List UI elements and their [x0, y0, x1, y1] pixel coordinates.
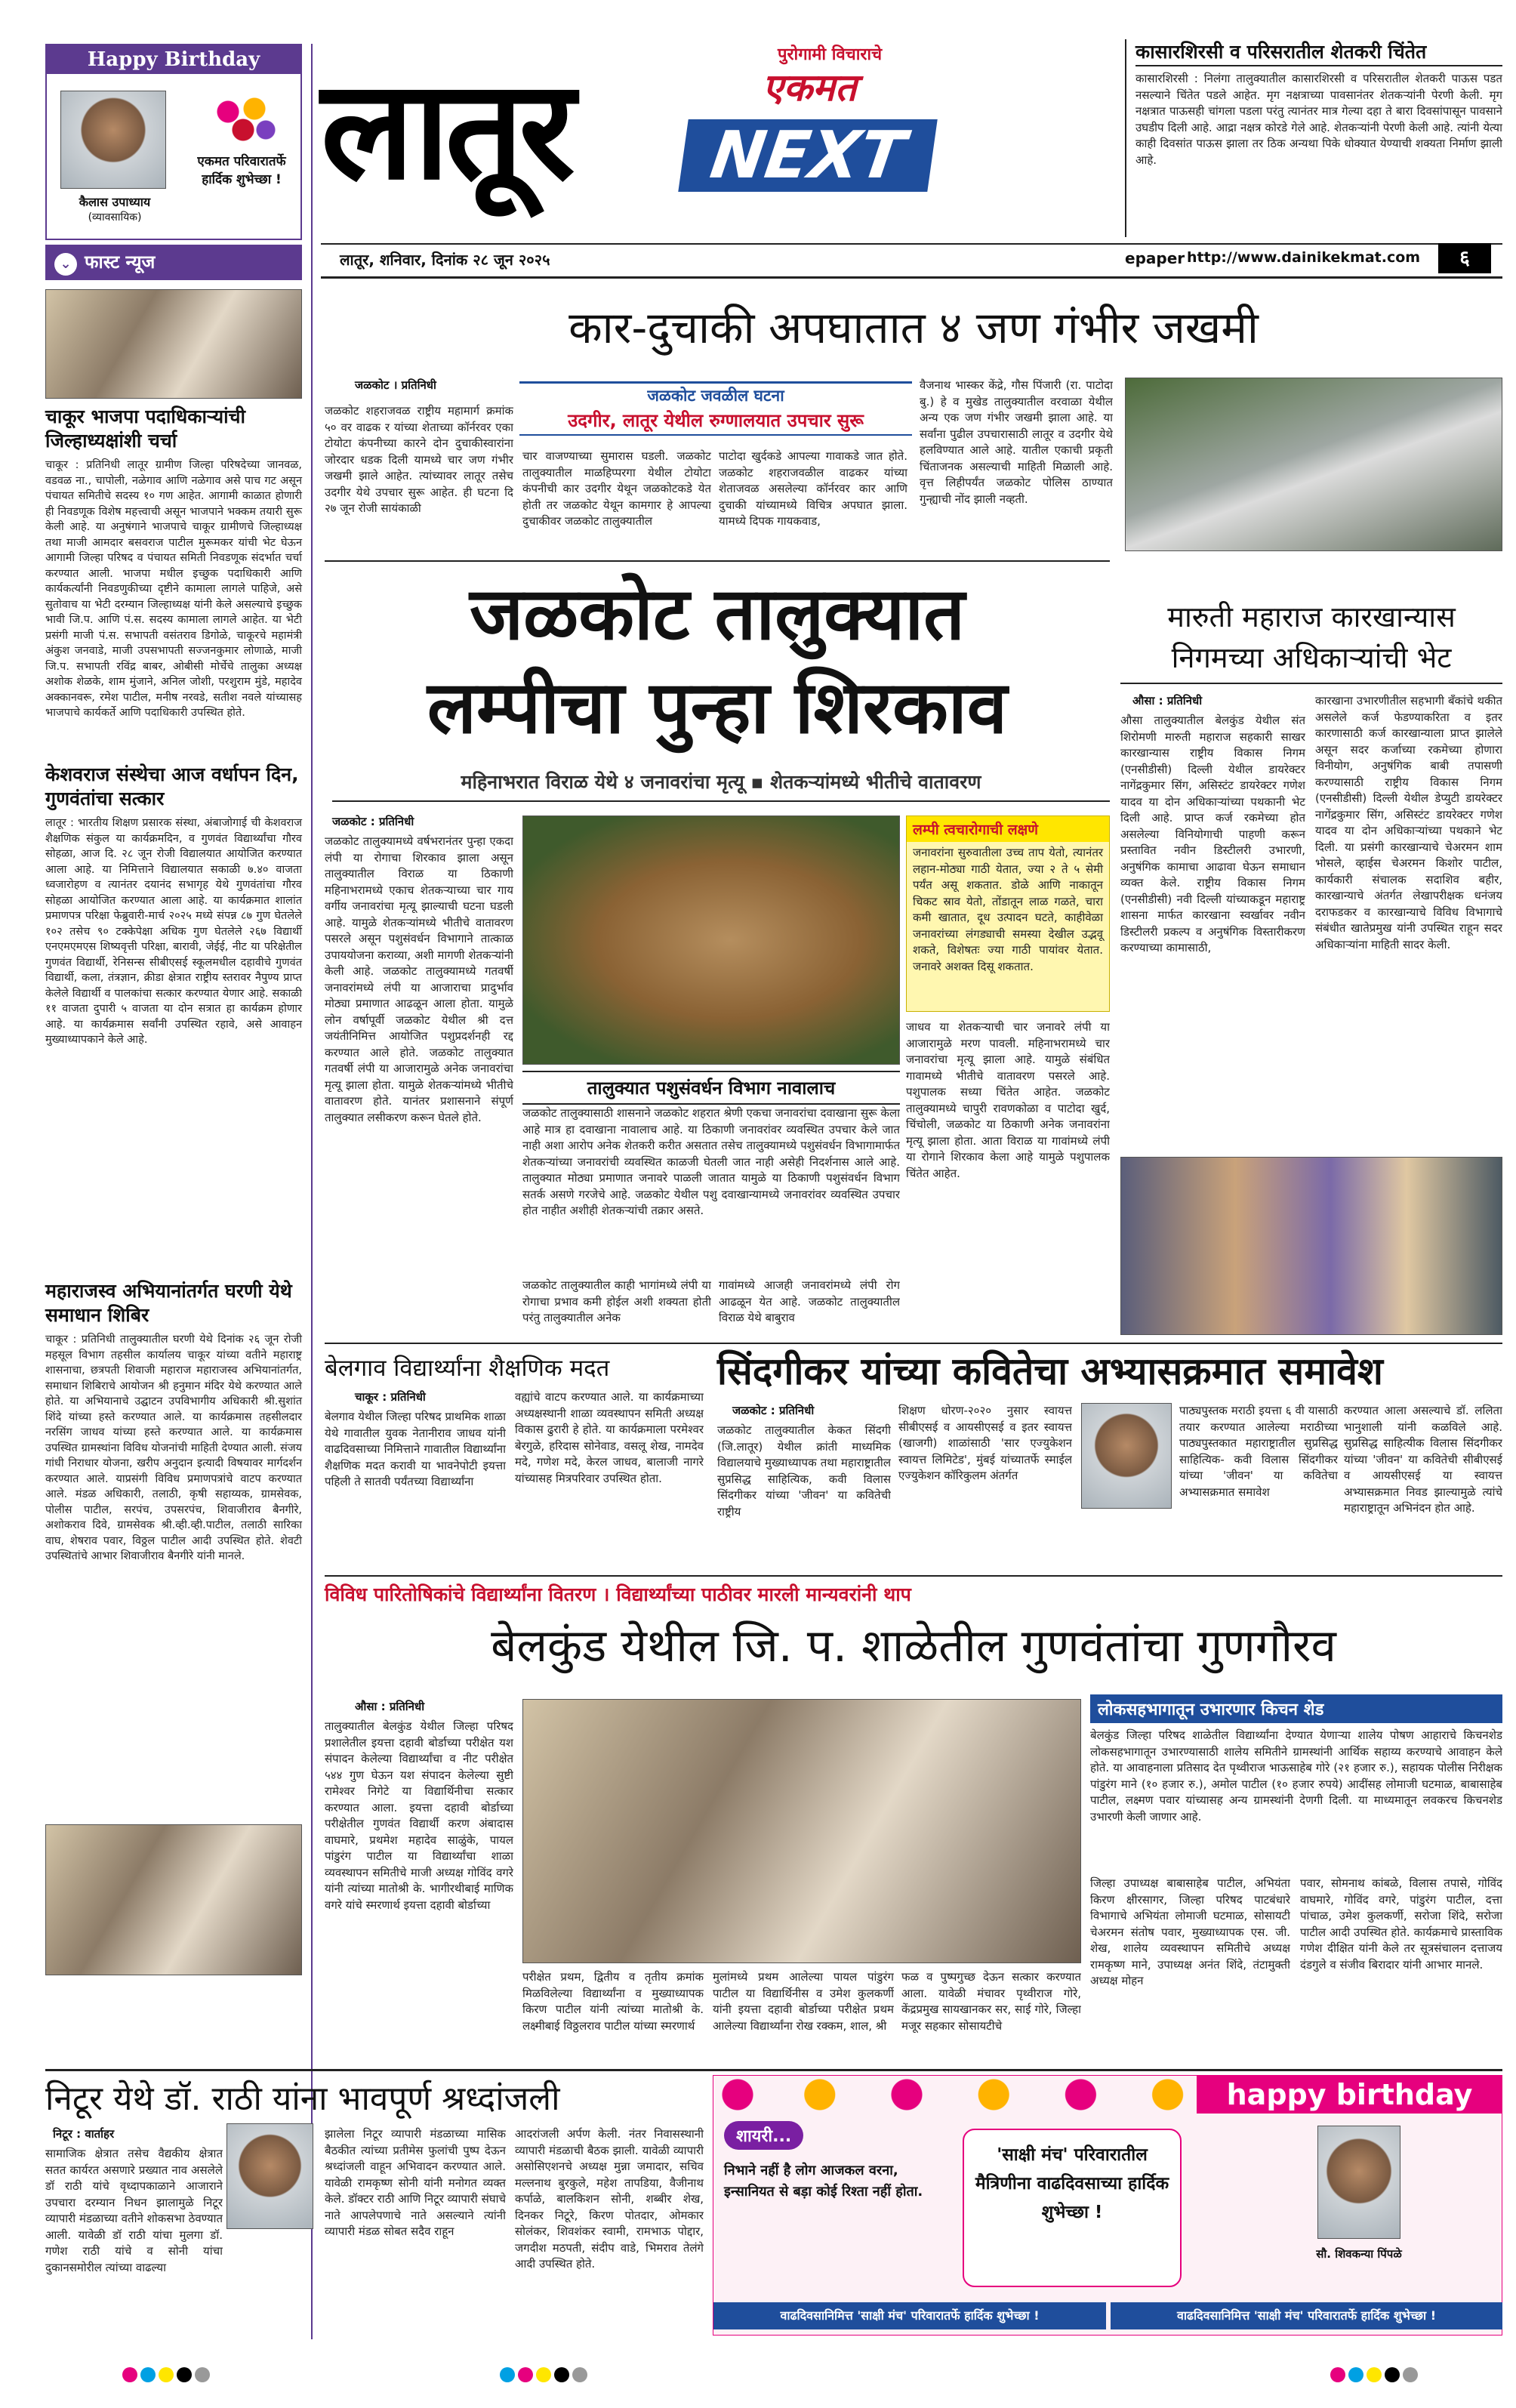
lumpy-strap: महिनाभरात विराळ येथे ४ जनावरांचा मृत्यू ▪ शेतकऱ्यांमध्ये भीतीचे वातावरण	[332, 769, 1110, 802]
shayari-label: शायरी...	[724, 2121, 803, 2150]
top-right-brief	[1125, 39, 1502, 237]
belkund-headline: बेलकुंड येथील जि. प. शाळेतील गुणवंतांचा गुणगौरव	[491, 1620, 1336, 1673]
kitchen-body: बेलकुंड जिल्हा परिषद शाळेतील विद्यार्थ्यांना देण्यात येणाऱ्या शालेय पोषण आहाराचे किचनशेड लोकसहभागातून उभारण्यासाठी शालेय समितीने ग्रामस्थांनी आर्थिक सहाय्य करण्याचे आवाहन केले होते. या आवाहनाला प्रतिसाद देत पृथ्वीराज भाऊसाहेब गोरे (२१ हजार रु.), सहायक पोलीस निरीक्षक पांडुरंग माने (१० हजार रु.), अमोल पाटील (१० हजार रुपये) आदींसह लोमाजी घटमाळ, बाबासाहेब पाटील, लक्ष्मण पवार यांच्यासह अन्य ग्रामस्थांनी देणगी दिली. या माध्यमातून लवकरच किचनशेड उभारणी केली जाणार आहे.	[1090, 1728, 1502, 1824]
lumpy-headline-1: जळकोट तालुक्यात	[470, 572, 965, 656]
dateline-rule	[321, 276, 1502, 279]
sindgikar-headline: सिंदगीकर यांच्या कवितेचा अभ्यासक्रमात समावेश	[717, 1349, 1383, 1393]
lumpy-caption: तालुक्यात पशुसंवर्धन विभाग नावालाच	[522, 1071, 900, 1105]
fast-news-body-2: लातूर : भारतीय शिक्षण प्रसारक संस्था, अंबाजोगाई ची केशवराज शैक्षणिक संकुल या कार्यक्रमदिन, व गुणवंत विद्यार्थ्यांचा गौरव सोहळा, आज दि. २८ जून रोजी विद्यालयात आयोजित करण्यात आला आहे. या निमित्ताने विद्यालयात सकाळी ७.४० वाजता ध्वजारोहण व त्यानंतर दयानंद सभागृह येथे गुणवंतांचा गौरव सोहळा आयोजित करण्यात आला आहे. या कार्यक्रमात शालांत प्रमाणपत्र परिक्षा फेब्रुवारी-मार्च २०२५ मध्ये संपन्न ८७ गुण घेतलेले १०२ तसेच ९० टक्केपेक्षा अधिक गुण घेतलेले २६७ विद्यार्थी एनएमएमएस शिष्यवृत्ती परिक्षा, बारावी, जेईई, नीट या परिक्षेतील गुणवंत विद्यार्थी, रेनिसन्स सीबीएसई स्कूलमधील दहावीचे गुणवंत विद्यार्थी, कला, तंत्रज्ञान, क्रीडा क्षेत्रात राष्ट्रीय स्तरावर नैपुण्य प्राप्त केलेले विद्यार्थी व पालकांचा सत्कार करण्यात येणार आहे. सकाळी ११ वाजता दुपारी ५ वाजता या दोन सत्रात हा कार्यक्रम होणार आहे. या कार्यक्रमास सर्वांनी उपस्थित रहावे, असे आवाहन मुख्याध्यापकाने केले आहे.	[45, 817, 302, 1046]
accident-col-2: चार वाजण्याच्या सुमारास घडली. जळकोट तालुक्यातील माळहिप्परगा येथील टोयोटा कंपनीची कार उदगीर येथून जळकोटकडे येत होती तर जळकोट येथून कामगार हे आपल्या दुचाकीवर जळकोट तालुक्यातील	[522, 449, 711, 528]
nitur-col-3: आदरांजली अर्पण केली. नंतर निवासस्थानी व्यापारी मंडळाची बैठक झाली. यावेळी व्यापारी असोसिएशनचे अध्यक्ष मुन्ना जमादार, सचिव मल्लनाथ बुरकुले, महेश तापडिया, वैजीनाथ कर्पाळे, बालकिशन सोनी, शब्बीर शेख, दिनकर निटूरे, किरण पोतदार, ओमकार सोलंकर, शिवशंकर स्वामी, रामभाऊ पोद्दार, जगदीश मठपती, संदीप वाडे, भिमराव तेलंगे आदी उपस्थित होते.	[515, 2127, 704, 2271]
belkund-col-3: मुलांमध्ये प्रथम आलेल्या पायल पांडुरंग पाटील या विद्यार्थिनीस व उमेश कुलकर्णी यांनी इयत्ता दहावी बोर्डाच्या परीक्षेत प्रथम आलेल्या विद्यार्थ्यांना रोख रक्कम, शाल, श्री	[713, 1970, 894, 2033]
web-link[interactable]: http://www.dainikekmat.com	[1187, 249, 1421, 266]
shayari-text: निभाने नहीं है लोग आजकल वरना, इन्सानियत से बड़ा कोई रिश्ता नहीं होता.	[724, 2163, 923, 2200]
accident-subhead: उदगीर, लातूर येथील रुग्णालयात उपचार सुरू	[568, 410, 864, 431]
belgaon-col-2: वह्यांचे वाटप करण्यात आले. या कार्यक्रमाच्या अध्यक्षस्थानी शाळा व्यवस्थापन समिती अध्यक्ष विकास ढुरारी हे होते. या कार्यक्रमाला परमेश्वर बेरगुळे, हरिदास सोनेवाड, वसलू शेख, नामदेव मदे, गणेश मदे, केरल जाधव, बालाजी नागरे यांच्यासह मित्रपरिवार उपस्थित होता.	[515, 1390, 704, 1485]
top-right-title: कासारशिरसी व परिसरातील शेतकरी चिंतेत	[1135, 39, 1502, 66]
kitchen-title: लोकसहभागातून उभारणार किचन शेड	[1090, 1694, 1502, 1723]
shayari-box	[724, 2121, 943, 2295]
nitur-photo	[226, 2123, 313, 2229]
fast-news-title-1: चाकूर भाजपा पदाधिकाऱ्यांची जिल्हाध्यक्षांशी चर्चा	[45, 405, 245, 452]
fast-news-title-3: महाराजस्व अभियानांतर्गत घरणी येथे समाधान शिबिर	[45, 1280, 292, 1326]
lumpy-headline-2: लम्पीचा पुन्हा शिरकाव	[427, 665, 1008, 750]
maruti-headline: मारुती महाराज कारखान्यास निगमच्या अधिकाऱ्यांची भेट	[1120, 597, 1502, 684]
masthead-tagline: पुरोगामी विचाराचे	[778, 45, 883, 64]
sakshi-ad	[713, 2075, 1502, 2336]
lumpy-cow-photo	[522, 816, 900, 1065]
accident-kicker: जळकोट जवळील घटना	[647, 387, 784, 405]
nitur-col-1: सामाजिक क्षेत्रात तसेच वैद्यकीय क्षेत्रात सतत कार्यरत असणारे प्रख्यात नाव असलेले डॉ राठी यांचे वृध्दापकाळाने आजाराने उपचारा दरम्यान निधन झालामुळे निटूर व्यापारी मंडळाच्या वतीने शोकसभा ठेवण्यात आली. यावेळी डॉ राठी यांचा मुलगा डॉ. गणेश राठी यांचे व सोनी यांचा दुकानसमोरील त्यांच्या वाढल्या	[45, 2147, 223, 2274]
kitchen-box	[1090, 1694, 1502, 1870]
lumpy-col-1: जळकोट तालुक्यामध्ये वर्षभरानंतर पुन्हा एकदा लंपी या रोगाचा शिरकाव झाला असून तालुक्यातील विराळ या ठिकाणी महिनाभरामध्ये एकाच शेतकऱ्याच्या चार गाय वर्गीय जनावरांचा मृत्यू झाल्याची घटना घडली आहे. यामुळे शेतकऱ्यांमध्ये भीतीचे वातावरण पसरले असून पशुसंवर्धन विभागाने तात्काळ उपाययोजना कराव्या, अशी मागणी शेतकऱ्यांनी केली आहे. जळकोट तालुक्यामध्ये गतवर्षी जनावरांमध्ये लंपी या आजाराचा प्रादुर्भाव मोठ्या प्रमाणात आढळून आला होता. यामुळे लोन वर्षापूर्वी जळकोट येथील श्री दत्त जयंतीनिमित्त आयोजित पशुप्रदर्शनही रद्द करण्यात आले होते. जळकोट तालुक्यात गतवर्षी लंपी या आजारामुळे अनेक जनावरांचा मृत्यू झाला होता. यामुळे शेतकऱ्यांमध्ये भीतीचे वातावरण होते. यानंतर प्रशासनाने संपूर्ण तालुक्यात लसीकरण करून घेतले होते.	[325, 834, 513, 1124]
sakshi-footer-2: वाढदिवसानिमित्त 'साक्षी मंच' परिवारातर्फे हार्दिक शुभेच्छा !	[1111, 2302, 1502, 2329]
fast-news-title-2: केशवराज संस्थेचा आज वर्धापन दिन, गुणवंतांचा सत्कार	[45, 763, 299, 809]
masthead-rule	[321, 243, 1502, 245]
belkund-banner: विविध पारितोषिकांचे विद्यार्थ्यांना वितरण । विद्यार्थ्यांच्या पाठीवर मारली मान्यवरांनी थाप	[325, 1583, 911, 1605]
fast-news-label: फास्ट न्यूज	[85, 251, 156, 273]
chevron-down-icon: ⌄	[54, 253, 77, 276]
fast-news-body-1: चाकूर : प्रतिनिधी लातूर ग्रामीण जिल्हा परिषदेच्या जानवळ, वडवळ ना., चापोली, नळेगाव आणि नळेगाव असे पाच गट असून पंचायत समितीचे सदस्य १० गण आहेत. आगामी काळात होणारी ही निवडणूक विशेष महत्त्वाची असून भाजपाने भक्कम तयारी सुरू केली आहे. या अनुषंगाने भाजपाचे चाकूर ग्रामीणचे जिल्हाध्यक्ष तथा माजी आमदार बसवराज पाटील मुरूमकर यांची भेट घेऊन आगामी जिल्हा परिषद व पंचायत समिती निवडणूक संदर्भात चर्चा करण्यात आली. भाजपा मधील इच्छुक पदाधिकारी आणि कार्यकर्त्यांनी निवडणुकीच्या दृष्टीने कामाला लागले पाहिजे, असे सुतोवाच या भेटी दरम्यान जिल्हाध्यक्ष यांनी केले असल्याचे इच्छुक भावी जि.प. आणि पं.स. सदस्य कामाला लागले आहेत. या भेटी प्रसंगी माजी पं.स. सभापती वसंतराव डिगोळे, चाकूरचे महामंत्री अंकुश जनवाडे, माजी उपसभापती सज्जनकुमार लोणाळे, माजी जि.प. सभापती रविंद्र बाबर, ओबीसी मोर्चेचे तालुका अध्यक्ष अशोक शेळके, शाम मुंजाने, अनिल जोशी, परशुराम मुंडे, महादेव अक्कानवरू, रमेश पाटील, मनीष नरवडे, सतीश नवले यांच्यासह भाजपाचे कार्यकर्ते आणि पदाधिकारी उपस्थित होते.	[45, 459, 302, 719]
birthday-photo	[60, 91, 166, 189]
maruti-col-2: कारखाना उभारणीतील सहभागी बँकांचे थकीत असलेले कर्ज फेडण्याकरिता व इतर कारणासाठी कर्ज कारखान्याला प्राप्त झालेले असून सदर कर्जाच्या रकमेच्या होणारा विनीयोग, अनुषंगिक बाबी तपासणी करण्यासाठी राष्ट्रीय विकास निगम (एनसीडीसी) दिल्ली येथील डेप्युटी डायरेक्टर नागेंद्रकुमार सिंग, असिस्टंट डायरेक्टर गणेश यादव या दोन अधिकाऱ्यांच्या पथकाने भेट दिली. या प्रसंगी कारखान्याचे चेअरमन शाम भोसले, व्हाईस चेअरमन किशोर पाटील, कार्यकारी संचालक सदाशिव बहीर, कारखान्याचे अंतर्गत लेखापरीक्षक धनंजय दराफडकर व कारखान्याचे विविध विभागाचे संबंधीत खातेप्रमुख यांनी उपस्थित राहून सदर अधिकाऱ्यांना माहिती सादर केली.	[1315, 694, 1502, 951]
nitur-headline: निटूर येथे डॉ. राठी यांना भावपूर्ण श्रध्दांजली	[45, 2080, 560, 2118]
registration-marks-left	[121, 2367, 211, 2385]
birthday-flowers	[205, 88, 281, 148]
belkund-col-1: तालुक्यातील बेलकुंड येथील जिल्हा परिषद प्रशालेतील इयत्ता दहावी बोर्डाच्या परीक्षेत यश संपादन केलेल्या विद्यार्थ्यांचा व नीट परीक्षेत ५४४ गुण घेऊन यश संपादन केलेल्या सुष्टी रामेश्वर निगेटे या विद्यार्थिनीचा सत्कार करण्यात आला. इयत्ता दहावी बोर्डाच्या परीक्षेतील गुणवंत विद्यार्थी करण अंबादास वाघमारे, प्रथमेश महादेव साळुंके, पायल पांडुरंग पाटील या विद्यार्थ्यांचा शाळा व्यवस्थापन समितीचे माजी अध्यक्ष गोविंद वगरे यांनी त्यांच्या मातोश्री के. भागीरथीबाई माणिक वगरे यांचे स्मरणार्थ इयत्ता दहावी बोर्डाच्या	[325, 1719, 513, 1912]
belkund-byline: औसा : प्रतिनिधी	[355, 1700, 425, 1713]
sakshi-footer-1: वाढदिवसानिमित्त 'साक्षी मंच' परिवारातर्फे हार्दिक शुभेच्छा !	[713, 2302, 1106, 2329]
sindgikar-photo	[1081, 1403, 1172, 1509]
birthday-wish: एकमत परिवारातर्फे हार्दिक शुभेच्छा !	[197, 154, 286, 187]
happy-birthday-banner: happy birthday	[1197, 2076, 1502, 2114]
lumpy-col-3: गावांमध्ये आजही जनावरांमध्ये लंपी रोग आढळून येत आहे. जळकोट तालुक्यातील विराळ येथे बाबुराव	[719, 1278, 900, 1324]
lumpy-byline: जळकोट : प्रतिनिधी	[332, 815, 414, 828]
happy-birthday-photo	[1317, 2126, 1400, 2239]
belkund-col-6: पवार, सोमनाथ कांबळे, विलास तपासे, गोविंद वाघमारे, गोविंद वगरे, पांडुरंग पाटील, दत्ता पांचाळ, उमेश कुलकर्णी, सरोजा शिंदे, सरोजा पाटील आदी उपस्थित होते. कार्यक्रमाचे प्रास्ताविक गणेश दीक्षित यांनी केले तर सूत्रसंचालन दत्ताजय दंडगुले व संजीव बिरादार यांनी आभार मानले.	[1300, 1876, 1502, 1972]
belgaon-headline: बेलगाव विद्यार्थ्यांना शैक्षणिक मदत	[325, 1355, 610, 1382]
lumpy-rule	[325, 1343, 1502, 1344]
fast-news-header	[45, 245, 302, 280]
dateline: लातूर, शनिवार, दिनांक २८ जून २०२५	[340, 251, 550, 269]
lumpy-symptoms-box	[906, 816, 1110, 1012]
belkund-col-4: फळ व पुष्पगुच्छ देऊन सत्कार करण्यात आला. यावेळी मंचावर पृथ्वीराज गोरे, केंद्रप्रमुख सायखानकर सर, साई गोरे, जिल्हा मजूर सहकार सोसायटीचे	[901, 1970, 1081, 2033]
bottom-rule	[45, 2069, 1502, 2071]
nitur-byline: निटूर : वार्ताहर	[53, 2127, 115, 2141]
fast-news-photo-3	[45, 1824, 302, 1975]
belgaon-byline: चाकूर : प्रतिनिधी	[355, 1390, 426, 1404]
belkund-photo	[522, 1699, 1081, 1963]
sindgikar-col-1: जळकोट तालुक्यातील केकत सिंदगी (जि.लातूर) येथील क्रांती माध्यमिक विद्यालयाचे मुख्याध्यापक तथा महाराष्ट्रातील सुप्रसिद्ध साहित्यिक, कवी विलास सिंदगीकर यांच्या 'जीवन' या कवितेची राष्ट्रीय	[717, 1423, 891, 1518]
belkund-col-2: परीक्षेत प्रथम, द्वितीय व तृतीय क्रमांक मिळविलेल्या विद्यार्थ्यांना व मुख्याध्यापक किरण पाटील यांनी त्यांच्या मातोश्री के. लक्ष्मीबाई विठ्ठलराव पाटील यांच्या स्मरणार्थ	[522, 1970, 704, 2033]
page-number: ६	[1438, 243, 1491, 273]
sindgikar-col-2: शिक्षण धोरण-२०२० नुसार स्वायत्त सीबीएसई व आयसीएसई व इतर स्वायत्त (खाजगी) शाळांसाठी 'सार एज्युकेशन स्वायत्त लिमिटेड', मुंबई यांच्यातर्फे स्माईल एज्युकेशन कॉरिकुलम अंतर्गत	[898, 1404, 1072, 1482]
fast-news-photo-1	[45, 289, 302, 399]
happy-birthday-name: सौ. शिवकन्या पिंपळे	[1316, 2247, 1402, 2261]
registration-marks-center	[498, 2367, 589, 2385]
accident-col-1: जळकोट शहराजवळ राष्ट्रीय महामार्ग क्रमांक ५० वर वाढक र यांच्या शेताच्या कॉर्नरवर एका टोयोटा कंपनीच्या कारने दोन दुचाकीस्वारांना जोरदार धडक दिली यामध्ये चार जण गंभीर जखमी झाले आहेत. त्यांच्यावर लातूर तसेच उदगीर येथे उपचार सुरू आहेत. ही घटना दि २७ जून रोजी सायंकाळी	[325, 404, 513, 515]
birthday-name: कैलास उपाध्याय	[79, 195, 151, 209]
accident-rule	[325, 560, 1110, 562]
mid-rule	[325, 1575, 1502, 1577]
lumpy-col-2: जळकोट तालुक्यातील काही भागांमध्ये लंपी या रोगाचा प्रभाव कमी होईल अशी शक्यता होती परंतु तालुक्यातील अनेक	[522, 1278, 711, 1324]
sindgikar-col-3: पाठ्यपुस्तक मराठी इयत्ता ६ वी यासाठी तयार करण्यात आलेल्या मराठीच्या पाठ्यपुस्तकात महाराष्ट्रातील सुप्रसिद्ध साहित्यिक- कवी विलास सिंदगीकर यांच्या 'जीवन' या कवितेचा अभ्यासक्रमात समावेश	[1179, 1404, 1338, 1499]
fast-news-body-3: चाकूर : प्रतिनिधी तालुक्यातील घरणी येथे दिनांक २६ जून रोजी महसूल विभाग तहसील कार्यालय चाकूर यांच्या वतीने महाराष्ट्र शासनाचा, छत्रपती शिवाजी महाराज महाराजस्व अभियानांतर्गत, समाधान शिबिराचे आयोजन श्री हनुमान मंदिर येथे करण्यात आले होते. या अभियानाचे उद्घाटन उपविभागीय अधिकारी श्री.सुशांत शिंदे यांच्या हस्ते करण्यात आले. या कार्यक्रमास तहसीलदार नरसिंग जाधव यांच्या हस्ते करण्यात आले. या कार्यक्रमास उपस्थित ग्रामस्थांना विविध योजनांची माहिती देण्यात आली. संजय गांधी निराधार योजना, खरीप अनुदान इत्यादी विषयावर मार्गदर्शन करण्यात आले. याप्रसंगी विविध प्रमाणपत्रांचे वाटप करण्यात आले. मंडळ अधिकारी, तलाठी, कृषी सहाय्यक, ग्रामसेवक, पोलीस पाटील, सरपंच, उपसरपंच, शिवाजीराव बैनगीरे, अशोकराव दिवे, ग्रामसेवक श्री.व्ही.व्ही.पाटील, तलाठी सारिका वाघ, शेषराव पवार, विठ्ठल पाटील आदी उपस्थित होते. शेवटी उपस्थितांचे आभार शिवाजीराव बैनगीरे यांनी मानले.	[45, 1333, 302, 1562]
flower-strip	[713, 2076, 1197, 2114]
masthead-next: NEXT	[678, 119, 937, 192]
lumpy-symptoms-body: जनावरांना सुरुवातीला उच्च ताप येतो, त्यानंतर लहान-मोठ्या गाठी येतात, ज्या २ ते ५ सेमी पर्यंत असू शकतात. डोळे आणि नाकातून चिकट स्राव येतो, तोंडातून लाळ गळते, चारा कमी खातात, दूध उत्पादन घटते, काहीवेळा जनावरांच्या लंगड्याची समस्या देखील उद्भवू शकते, विशेषतः ज्या गाठी पायांवर येतात. जनावरे अशक्त दिसू शकतात.	[913, 846, 1103, 973]
sindgikar-col-4: करण्यात आला असल्याचे डॉ. ललिता भानुशाली यांनी कळविले आहे. सुप्रसिद्ध साहित्यीक विलास सिंदगीकर यांच्या 'जीवन' या कवितेची सीबीएसई व आयसीएसई या स्वायत्त अभ्यासक्रमात निवड झाल्यामुळे त्यांचे महाराष्ट्रातून अभिनंदन होत आहे.	[1344, 1404, 1502, 1515]
maruti-col-1: औसा तालुक्यातील बेलकुंड येथील संत शिरोमणी मारुती महाराज सहकारी साखर कारखान्यास राष्ट्रीय विकास निगम (एनसीडीसी) दिल्ली येथील डायरेक्टर नागेंद्रकुमार सिंग, असिस्टंट डायरेक्टर गणेश यादव या दोन अधिकाऱ्यांच्या पथकानी भेट दिली आहे. प्राप्त कर्ज रकमेच्या होत असलेल्या विनियोगाची पाहणी करून प्रस्तावित नवीन डिस्टीलरी उभारणी, अनुषंगिक कामाचा आढावा घेऊन समाधान व्यक्त केले. राष्ट्रीय विकास निगम (एनसीडीसी) नवी दिल्ली यांच्याकडून महाराष्ट्र शासना मार्फत कारखाना स्वर्खावर नवीन डिस्टीलरी प्रकल्प व अनुषंगिक विस्तारीकरण करण्याच्या कामासाठी,	[1120, 714, 1305, 954]
accident-subhead-box	[519, 381, 912, 436]
sindgikar-byline: जळकोट : प्रतिनिधी	[732, 1404, 815, 1417]
accident-col-3: पाटोदा खुर्दकडे आपल्या गावाकडे जात होते. जळकोट शहराजवळील वाढकर यांच्या शेताजवळ असलेल्या कॉर्नरवर कार आणि दुचाकी यांच्यामध्ये विचित्र अपघात झाला. यामध्ये दिपक गायकवाड,	[719, 449, 907, 528]
accident-col-4: वैजनाथ भास्कर केंद्रे, गौस पिंजारी (रा. पाटोदा बु.) हे व मुखेड तालुक्यातील वरवाळा येथील अन्य एक जण गंभीर जखमी झाला आहे. या सर्वांना पुढील उपचारासाठी लातूर व उदगीर येथे हलविण्यात आले आहे. यातील एकाची प्रकृती चिंताजनक असल्याची माहिती मिळाली आहे. वृत्त लिहीपर्यंत जळकोट पोलिस ठाण्यात गुन्ह्याची नोंद झाली नव्हती.	[920, 378, 1113, 506]
registration-marks-right	[1329, 2367, 1419, 2385]
masthead-title: लातूर	[321, 50, 571, 210]
belkund-col-5: जिल्हा उपाध्यक्ष बाबासाहेब पाटील, अभियंता किरण क्षीरसागर, जिल्हा परिषद पाटबंधारे विभागाचे अभियंता लोमाजी घटमाळ, सोसायटी चेअरमन संतोष पवार, मुख्याध्यापक एस. जी. शेख, शालेय व्यवस्थापन समितीचे अध्यक्ष रामकृष्ण माने, उपाध्यक्ष अनंत शिंदे, तंटामुक्ती अध्यक्ष मोहन	[1090, 1876, 1290, 1987]
birthday-box	[45, 44, 302, 240]
sakshi-wish: 'साक्षी मंच' परिवारातील मैत्रिणीना वाढदिवसाच्या हार्दिक शुभेच्छा !	[963, 2129, 1182, 2287]
fast-news	[45, 245, 302, 1975]
masthead-brand: एकमत	[763, 66, 857, 109]
accident-headline: कार-दुचाकी अपघातात ४ जण गंभीर जखमी	[568, 302, 1259, 353]
lumpy-symptoms-title: लम्पी त्वचारोगाची लक्षणे	[907, 816, 1109, 842]
belgaon-col-1: बेलगाव येथील जिल्हा परिषद प्राथमिक शाळा येथे गावातील युवक नेतानीराव जाधव यांनी वाढदिवसाच्या निमित्ताने गावातील विद्यार्थ्यांना शैक्षणिक मदत करावी या भावनेपोटी इयत्ता पहिली ते सातवी पर्यंतच्या विद्यार्थ्यांना	[325, 1410, 506, 1488]
epaper-label: epaper	[1125, 249, 1185, 267]
birthday-heading: Happy Birthday	[47, 45, 300, 74]
sidebar-divider	[311, 44, 313, 2339]
accident-photo	[1125, 378, 1502, 551]
lumpy-col-4: जाधव या शेतकऱ्याची चार जनावरे लंपी या आजारामुळे मरण पावली. महिनाभरामध्ये चार जनावरांचा मृत्यू झाला आहे. यामुळे संबंधित गावामध्ये भीतीचे वातावरण पसरले आहे. पशुपालक सध्या चिंतेत आहेत. जळकोट तालुक्यामध्ये चापुरी रावणकोळा व पाटोदा खुर्द, चिंचोली, जळकोट या ठिकाणी अनेक जनावरांना मृत्यू झाला होता. आता विराळ या गावांमध्ये लंपी या रोगाने शिरकाव केला आहे यामुळे पशुपालक चिंतेत आहेत.	[906, 1020, 1110, 1180]
maruti-byline: औसा : प्रतिनिधी	[1132, 694, 1203, 708]
accident-byline: जळकोट । प्रतिनिधी	[355, 378, 436, 392]
lumpy-under-photo: जळकोट तालुक्यासाठी शासनाने जळकोट शहरात श्रेणी एकचा जनावरांचा दवाखाना सुरू केला आहे मात्र हा दवाखाना नावालाच आहे. या ठिकाणी जनावरांवर व्यवस्थित उपचार केले जात नाही अशा आरोप अनेक शेतकरी करीत असतात तसेच तालुक्यामध्ये पशुसंवर्धन विभागामार्फत शेतकऱ्यांच्या जनावरांची व्यवस्थित काळजी घेतली जात नाही असेही निदर्शनास आले आहे. तालुक्यात मोठ्या प्रमाणात जनावरे पाळली जातात यामुळे या ठिकाणी पशुसंवर्धन विभाग सतर्क असणे गरजेचे आहे. जळकोट येथील पशु दवाखान्यामध्ये जनावरांवर व्यवस्थित उपचार होत नाहीत अशीही शेतकऱ्यांची तक्रार असते.	[522, 1106, 900, 1217]
nitur-col-2: झालेला निटूर व्यापारी मंडळाच्या मासिक बैठकीत त्यांच्या प्रतीमेस फुलांची पुष्प देऊन श्रध्दांजली वाहून अभिवादन करण्यात आले. यावेळी रामकृष्ण सोनी यांनी मनोगत व्यक्त केले. डॉक्टर राठी आणि निटूर व्यापारी संघाचे नाते आपलेपणाचे नाते असल्याने त्यांनी व्यापारी मंडळ सोबत सदैव राहून	[325, 2127, 506, 2238]
birthday-role: (व्यावसायिक)	[88, 211, 142, 224]
top-right-body: कासारशिरसी : निलंगा तालुक्यातील कासारशिरसी व परिसरातील शेतकरी पाऊस पडत नसल्याने चिंतेत पडले आहेत. मृग नक्षत्राच्या पावसानंतर शेतकऱ्यांनी पेरणी केली. मृग नक्षत्रात पाऊसही चांगला पडला परंतु त्यानंतर मात्र गेल्या दहा ते बारा दिवसांपासून पावसाने उघडीप दिली आहे. आद्रा नक्षत्र कोरडे गेले आहे. शेतकऱ्यांनी पेरणी केली आहे. त्यांनी येत्या काही दिवसांत पाऊस झाला तर ठिक अन्यथा पिके धोक्यात येण्याची शक्यता निर्माण झाली आहे.	[1135, 72, 1502, 167]
maruti-photo	[1120, 1157, 1502, 1335]
